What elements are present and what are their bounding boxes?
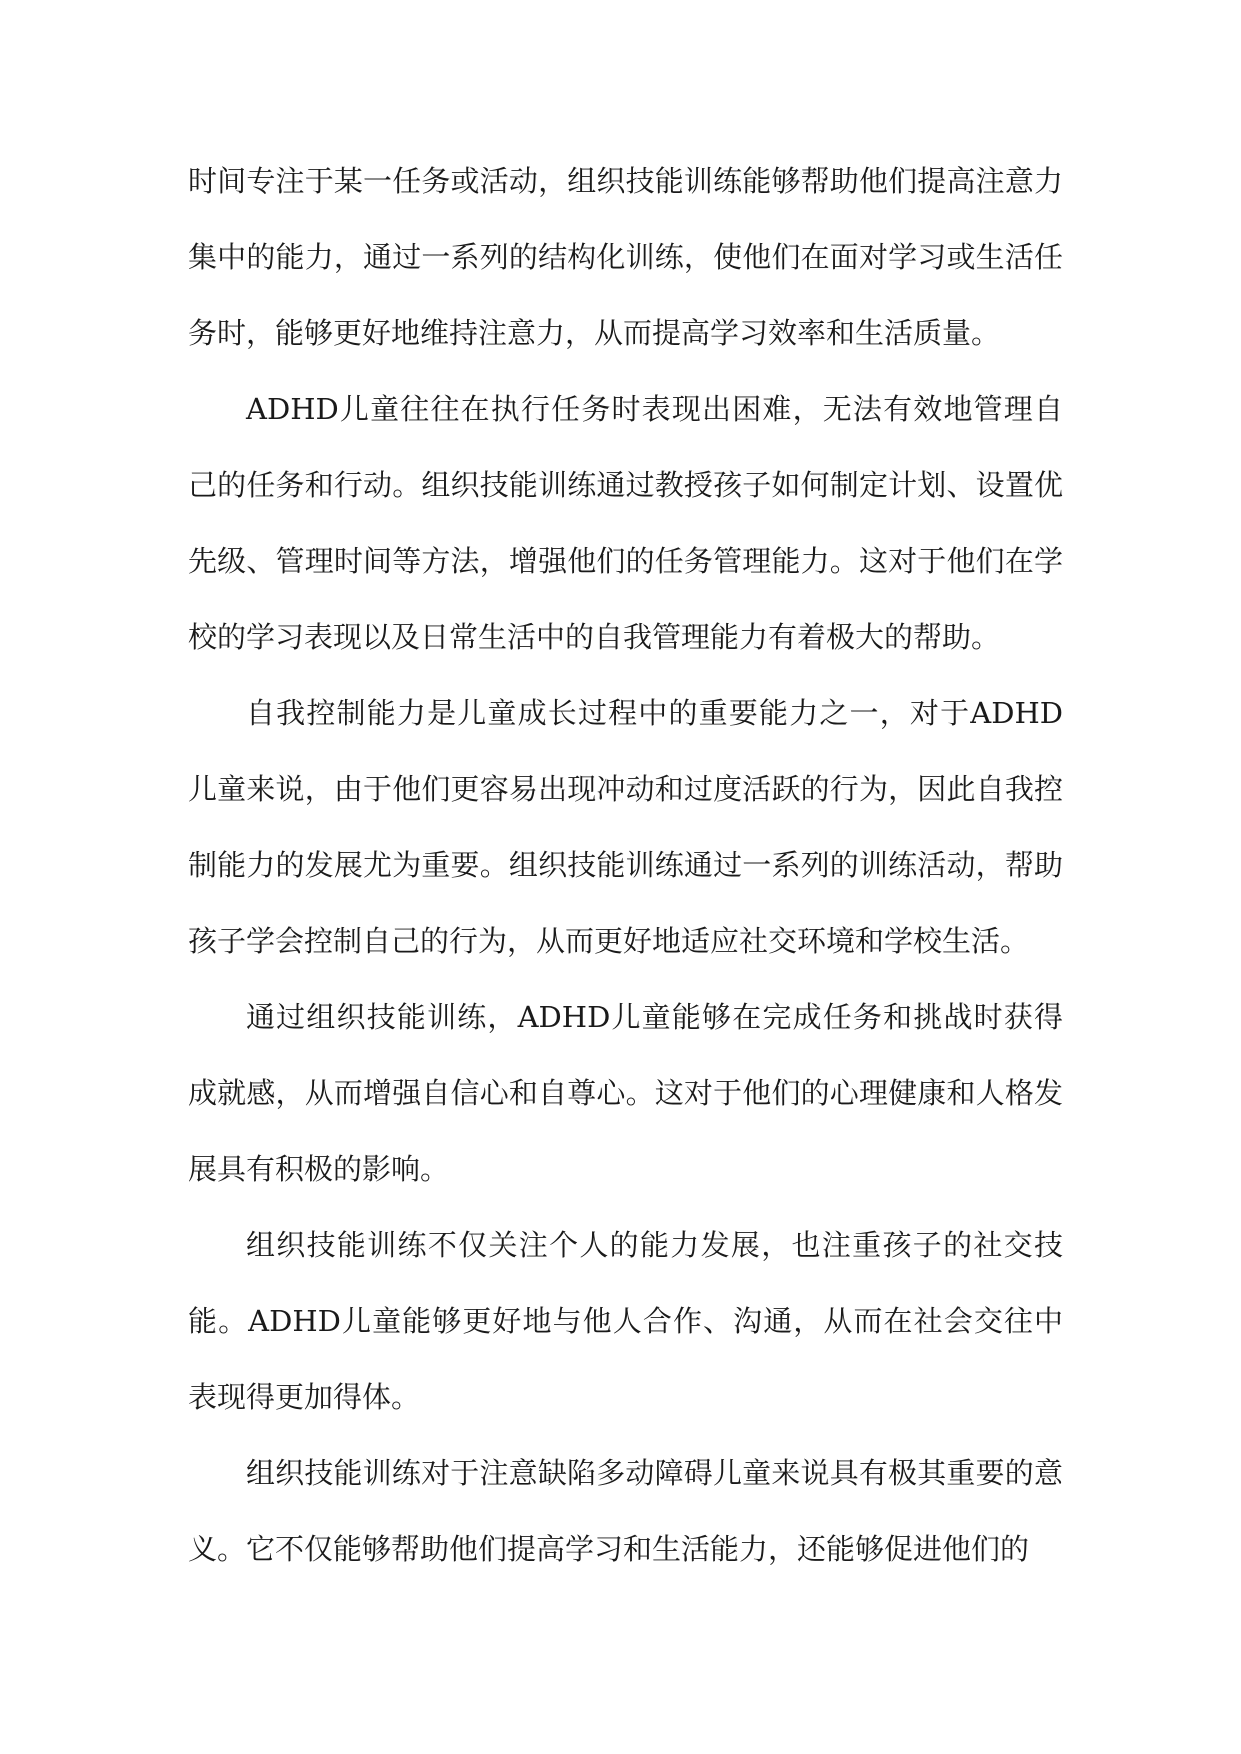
body-text <box>188 143 1063 1587</box>
paragraph-attention: 时间专注于某一任务或活动，组织技能训练能够帮助他们提高注意力集中的能力，通过一系列的结构化训练，使他们在面对学习或生活任务时，能够更好地维持注意力，从而提高学习效率和生活质量。 <box>188 164 1063 350</box>
paragraph-social-skills: 组织技能训练不仅关注个人的能力发展，也注重孩子的社交技能。ADHD儿童能够更好地与他人合作、沟通，从而在社会交往中表现得更加得体。 <box>188 1228 1063 1414</box>
paragraph-task-management: ADHD儿童往往在执行任务时表现出困难，无法有效地管理自己的任务和行动。组织技能训练通过教授孩子如何制定计划、设置优先级、管理时间等方法，增强他们的任务管理能力。这对于他们在学校的学习表现以及日常生活中的自我管理能力有着极大的帮助。 <box>188 392 1063 654</box>
paragraph-confidence: 通过组织技能训练，ADHD儿童能够在完成任务和挑战时获得成就感，从而增强自信心和自尊心。这对于他们的心理健康和人格发展具有积极的影响。 <box>188 1000 1063 1186</box>
paragraph-conclusion: 组织技能训练对于注意缺陷多动障碍儿童来说具有极其重要的意义。它不仅能够帮助他们提高学习和生活能力，还能够促进他们的 <box>188 1456 1063 1566</box>
paragraph-self-control: 自我控制能力是儿童成长过程中的重要能力之一，对于ADHD儿童来说，由于他们更容易出现冲动和过度活跃的行为，因此自我控制能力的发展尤为重要。组织技能训练通过一系列的训练活动，帮助孩子学会控制自己的行为，从而更好地适应社交环境和学校生活。 <box>188 696 1063 958</box>
